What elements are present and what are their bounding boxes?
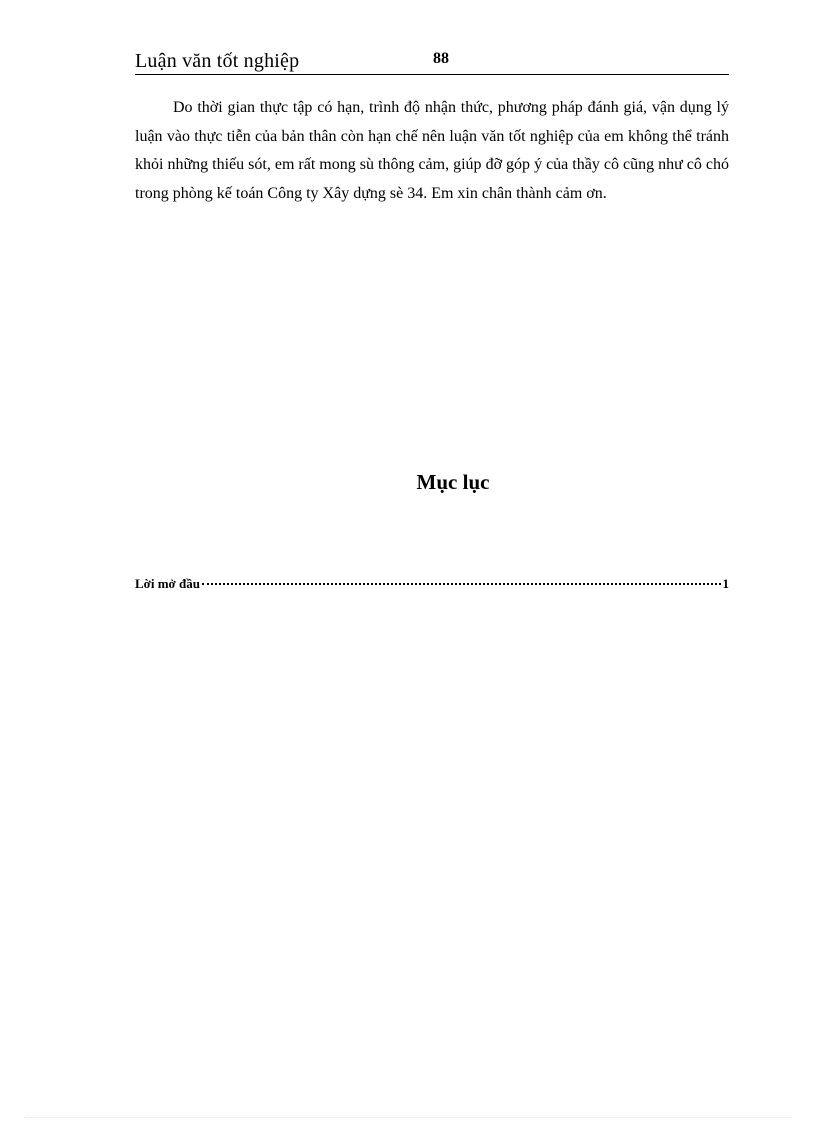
toc-entry-page: 1 — [722, 576, 729, 591]
document-title: Luận văn tốt nghiệp — [135, 50, 300, 72]
toc-entry-label: Lời mở đầu — [135, 576, 200, 591]
page-bottom-border — [24, 1117, 792, 1118]
toc-heading: Mục lục — [416, 470, 490, 494]
page-number: 88 — [433, 50, 449, 67]
closing-paragraph: Do thời gian thực tập có hạn, trình độ nhận thức, phương pháp đánh giá, vận dụng lý luận vào thực tiễn của bản thân còn hạn chế nên luận văn tốt nghiệp của em không thể tránh khỏi những thiếu sót, em rất mong sù thông cảm, giúp đỡ góp ý của thầy cô cũng như cô chó trong phòng kế toán Công ty Xây dựng sè 34. Em xin chân thành cảm ơn. — [135, 99, 729, 202]
toc-leader-dots — [202, 583, 721, 585]
toc-entry[interactable] — [135, 576, 729, 596]
page-header — [135, 46, 729, 75]
